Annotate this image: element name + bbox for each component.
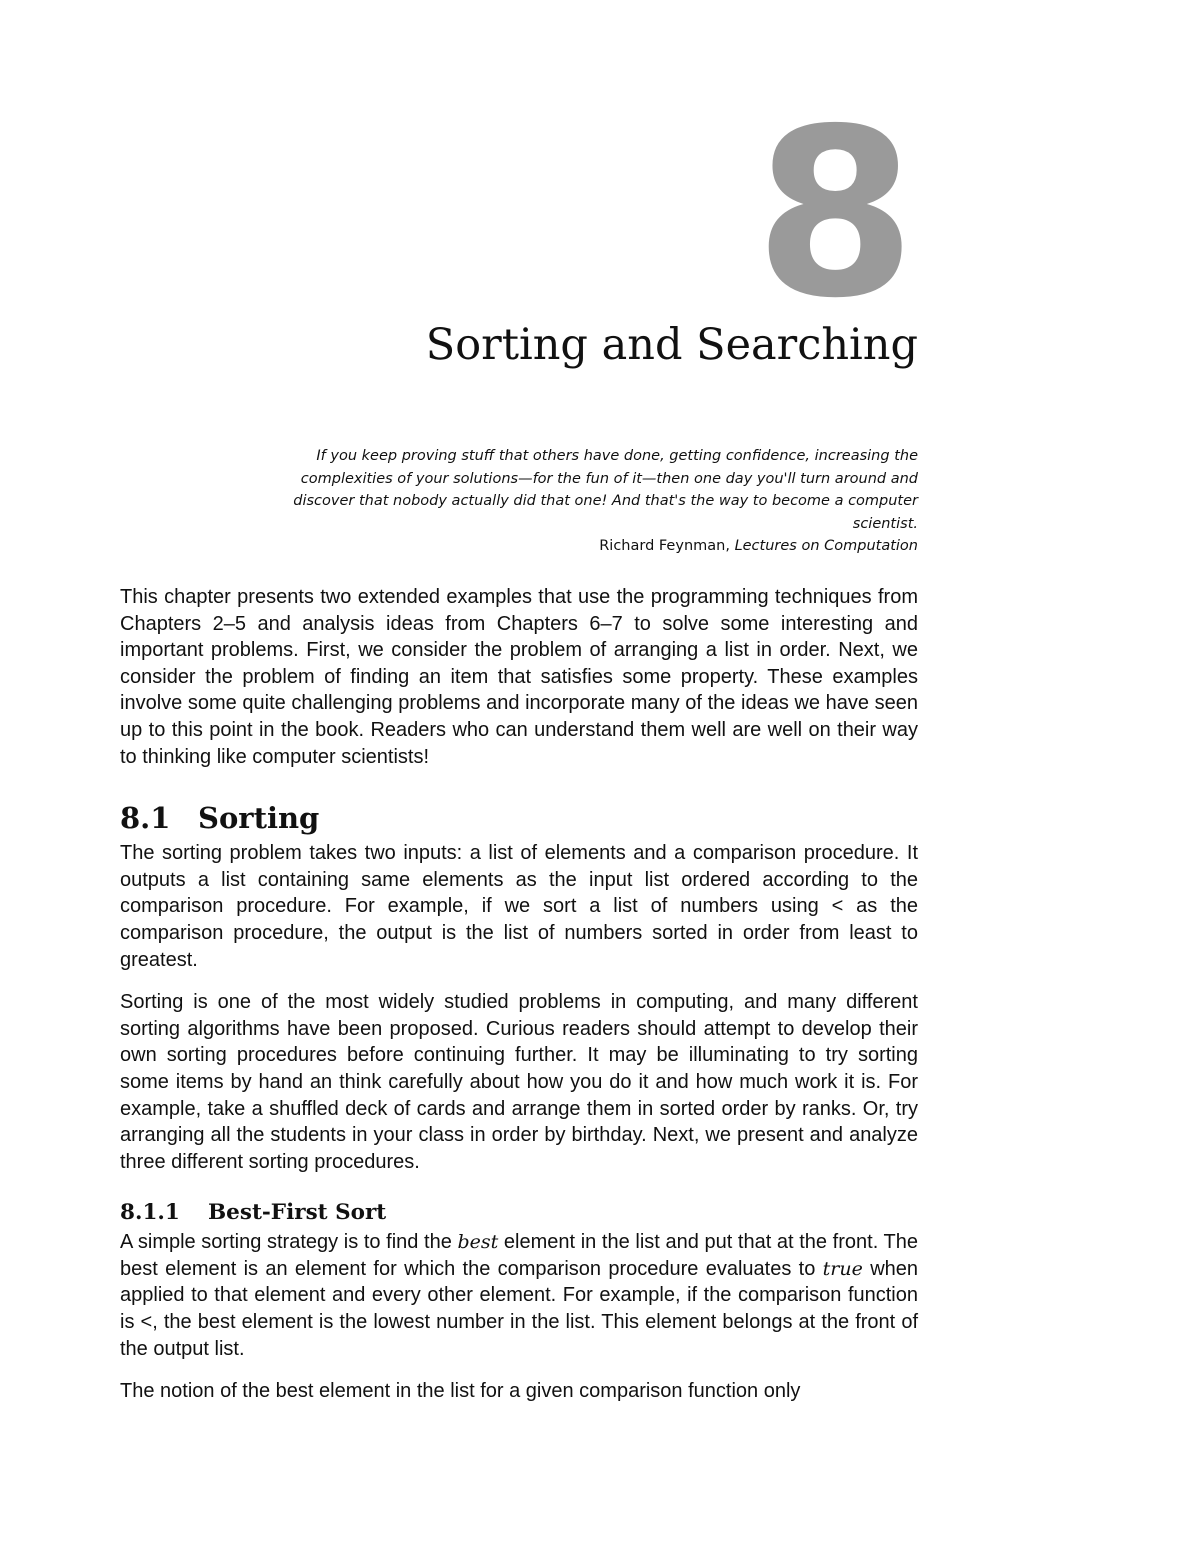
body-text <box>120 584 918 1421</box>
sorting-paragraph-2: Sorting is one of the most widely studied problems in computing, and many different sorting algorithms have been proposed. Curious readers should attempt to develop their own sorting procedures before continuing further. It may be illuminating to try sorting some items by hand an think carefully about how you do it and how much work it is. For example, take a shuffled deck of cards and arrange them in sorted order by ranks. Or, try arranging all the students in your class in order by birthday. Next, we present and analyze three different sorting procedures. <box>120 991 918 1173</box>
emphasis-true: true <box>822 1257 863 1280</box>
epigraph-quote: If you keep proving stuff that others have done, getting confidence, increasing the complexities of your solutions—for the fun of it—then one day you'll turn around and discover that nobody actually did that one! And that's the way to become a computer scientist. <box>293 448 918 532</box>
subsection-number: 8.1.1 <box>120 1200 180 1226</box>
epigraph-work: Lectures on Computation <box>734 538 918 554</box>
subsection-title: Best-First Sort <box>208 1200 387 1226</box>
intro-paragraph: This chapter presents two extended examples that use the programming techniques from Chapters 2–5 and analysis ideas from Chapters 6–7 to solve some interesting and important problems. First, we consider the problem of arranging a list in order. Next, we consider the problem of finding an item that satisfies some property. These examples involve some quite challenging problems and incorporate many of the ideas we have seen up to this point in the book. Readers who can understand them well are well on their way to thinking like computer scientists! <box>120 586 918 768</box>
epigraph-attribution <box>260 535 918 558</box>
section-heading-sorting <box>120 800 918 836</box>
text-run: A simple sorting strategy is to find the <box>120 1231 458 1254</box>
best-first-paragraph-2: The notion of the best element in the list for a given comparison function only <box>120 1380 801 1403</box>
text-run: element in the list and put that at the front. The best element is an element for which the comparison procedure evaluates to <box>120 1231 918 1280</box>
best-first-paragraph-1 <box>120 1229 918 1362</box>
sorting-paragraph-1: The sorting problem takes two inputs: a list of elements and a comparison procedure. It outputs a list containing same elements as the input list ordered according to the comparison procedure. For example, if we sort a list of numbers using < as the comparison procedure, the output is the list of numbers sorted in order from least to greatest. <box>120 842 918 971</box>
chapter-title: Sorting and Searching <box>425 320 918 370</box>
emphasis-best: best <box>457 1231 499 1254</box>
subsection-heading-best-first-sort <box>120 1199 918 1227</box>
text-run: when applied to that element and every other element. For example, if the comparison function is <, the best element is the lowest number in the list. This element belongs at the front of the output list. <box>120 1257 919 1360</box>
epigraph-author: Richard Feynman, <box>599 538 735 554</box>
epigraph <box>260 445 918 558</box>
section-title: Sorting <box>198 801 320 836</box>
chapter-number: 8 <box>754 79 916 349</box>
section-number: 8.1 <box>120 801 171 836</box>
